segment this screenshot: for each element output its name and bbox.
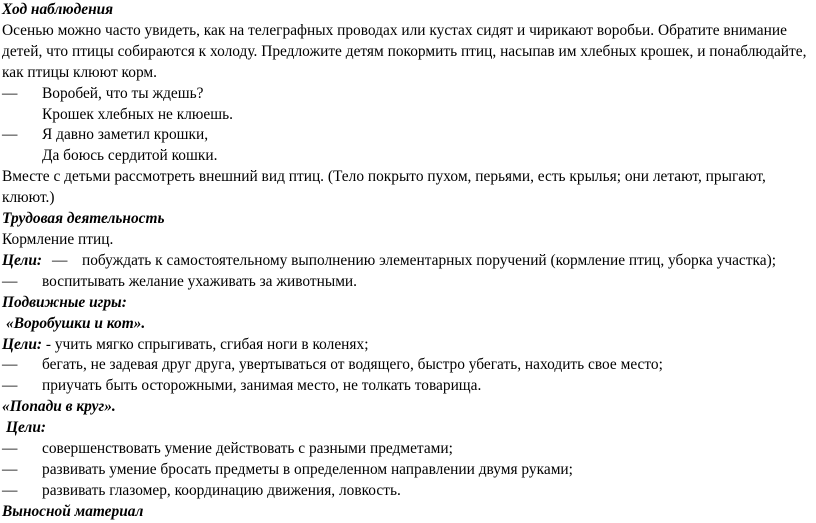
dash-marker: — <box>2 84 18 102</box>
dash-marker: — <box>2 481 18 499</box>
game2-goal-line <box>2 481 812 502</box>
dash-marker: — <box>2 377 18 395</box>
poem-line-text: Крошек хлебных не клюешь. <box>42 105 233 123</box>
heading-labor: Трудовая деятельность <box>2 210 165 228</box>
game1-goal-line <box>2 355 812 376</box>
poem-line-text: Я давно заметил крошки, <box>42 126 209 144</box>
poem-line <box>2 125 812 146</box>
labor-goal-line <box>2 272 812 293</box>
goal-text: побуждать к самостоятельному выполнению элементарных поручений (кормление птиц, уборка участка); <box>82 251 776 269</box>
poem-line-text: Воробей, что ты ждешь? <box>42 84 204 102</box>
game2-title: «Попади в круг». <box>2 398 116 416</box>
heading-observation: Ход наблюдения <box>2 1 114 18</box>
goal-text: совершенствовать умение действовать с разными предметами; <box>42 440 453 458</box>
examine-paragraph: Вместе с детьми рассмотреть внешний вид птиц. (Тело покрыто пухом, перьями, есть крылья; они летают, прыгают, клюют.) <box>2 168 766 207</box>
heading-material: Выносной материал <box>2 502 144 520</box>
dash-marker: — <box>52 251 68 269</box>
labor-goal-line <box>2 251 812 272</box>
goal-text: развивать умение бросать предметы в определенном направлении двумя руками; <box>42 460 573 478</box>
poem-line <box>2 146 812 167</box>
goals-label: Цели: <box>2 335 43 353</box>
poem-line <box>2 84 812 105</box>
goal-text: бегать, не задевая друг друга, увертываться от водящего, быстро убегать, находить свое место; <box>42 356 663 374</box>
poem-line <box>2 105 812 126</box>
goal-text: приучать быть осторожными, занимая место, не толкать товарища. <box>42 377 482 395</box>
poem-line-text: Да боюсь сердитой кошки. <box>42 147 218 165</box>
goal-text: воспитывать желание ухаживать за животными. <box>42 272 358 290</box>
game2-goal-line <box>2 460 812 481</box>
labor-task: Кормление птиц. <box>2 230 114 248</box>
observation-paragraph: Осенью можно часто увидеть, как на телеграфных проводах или кустах сидят и чирикают воробьи. Обратите внимание детей, что птицы собираются к холоду. Предложите детям покормить птиц, насыпав им хлебных крошек, и понаблюдайте, как птицы клюют корм. <box>2 21 807 81</box>
dash-marker: — <box>2 356 18 374</box>
game1-goal-line <box>2 335 812 356</box>
game2-goals-label: Цели: <box>6 419 47 437</box>
game1-title: «Воробушки и кот». <box>6 314 146 332</box>
poem <box>2 84 812 168</box>
goal-text: - учить мягко спрыгивать, сгибая ноги в коленях; <box>45 335 369 353</box>
dash-marker: — <box>2 440 18 458</box>
dash-marker: — <box>2 126 18 144</box>
game1-goal-line <box>2 376 812 397</box>
goals-label: Цели: <box>2 251 43 269</box>
goal-text: развивать глазомер, координацию движения, ловкость. <box>42 481 401 499</box>
game2-goal-line <box>2 439 812 460</box>
heading-games: Подвижные игры: <box>2 293 127 311</box>
dash-marker: — <box>2 460 18 478</box>
dash-marker: — <box>2 272 18 290</box>
